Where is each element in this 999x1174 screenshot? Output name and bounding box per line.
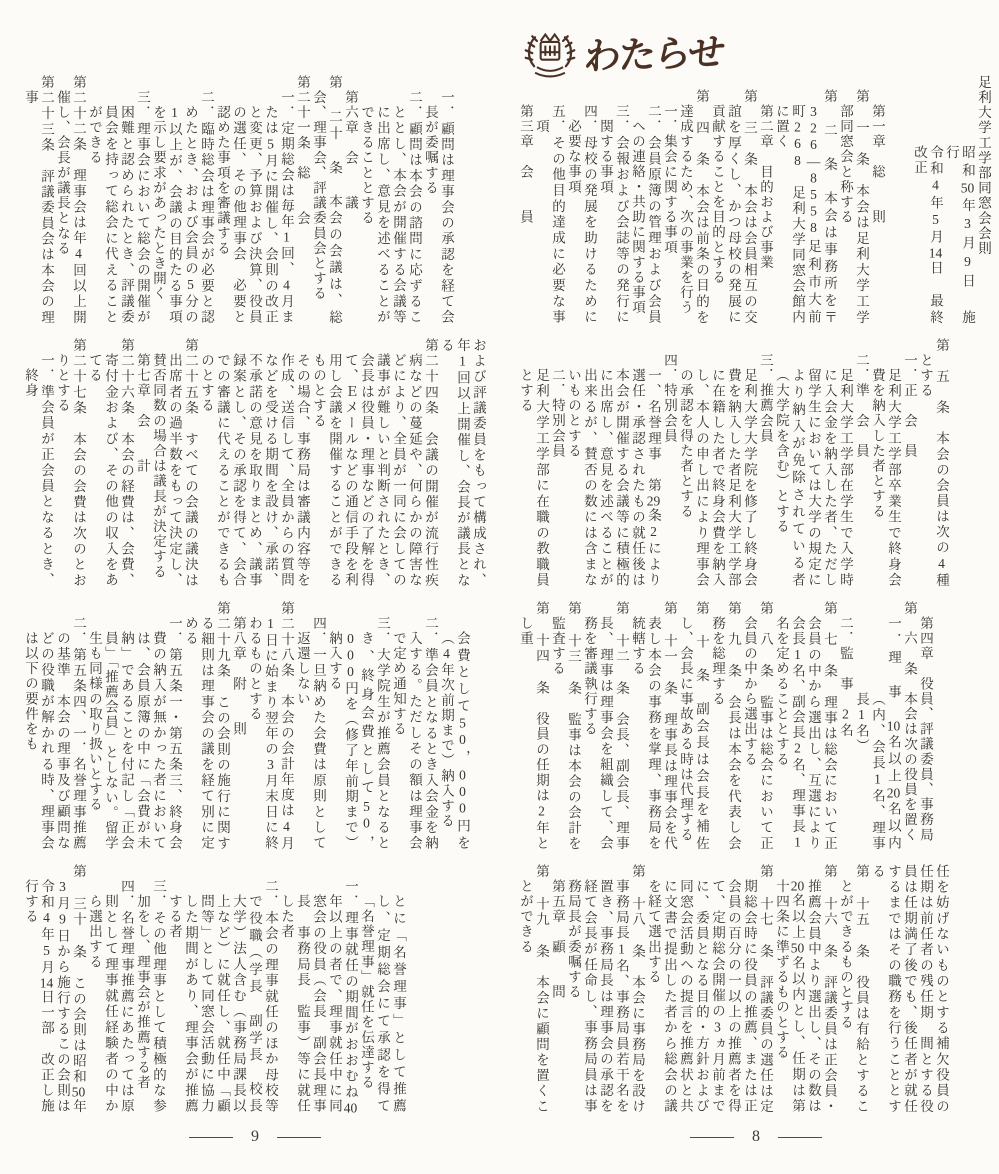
continuation-text: 足利大学大学院を修了し終身会費を納入した者足利大学工学部に在籍した者で終身会費を納入し、本人の申し出により理事会の承認を得た者とする (678, 368, 757, 588)
article-text: 第 四 条 本会は前条の目的を達成するため、次の事業を行う (678, 89, 709, 325)
continuation-text: 会費として50，000円を（4年次前期まで）納入する (439, 631, 470, 852)
article-text: 第 三 条 本会は会員相互の交誼を厚くし、かつ母校の発展に貢献することを目的とする (710, 89, 757, 325)
continuation-text: 足利大学工学部に在職の教職員とする (518, 368, 549, 588)
page-rule-left (189, 1137, 233, 1138)
article-text: 第二十六条 本会の経費は、会費、寄付金および、その他の収入をあてる (87, 338, 134, 588)
list-item: 一．顧問は理事会の承認を経て会長が委嘱する (423, 90, 454, 325)
combined-digits: 20 (886, 786, 901, 800)
article-text: 第 十九 条 本会に顧問を置くことができる (518, 864, 549, 1114)
list-item: 五．その他目的達成に必要な事項 (534, 104, 565, 325)
document-title: 足利大学工学部同窓会会則 (976, 75, 991, 257)
list-item: 二．準会員となるとき入会金を納入する。ただしその額は理事会で定め通知する (391, 616, 438, 851)
page-number (517, 1128, 995, 1146)
list-item: 一．正 会 員 (902, 353, 917, 459)
list-item: 二．会員原簿の管理および会員への連絡・共助に関する事項 (630, 104, 661, 325)
page-number (22, 1128, 488, 1146)
continuation-text: 足利大学工学部卒業生で終身会費を納入した者とする (870, 368, 901, 588)
page-rule-right (277, 1137, 321, 1138)
list-item: 二．臨時総会は理事会が必要と認めたとき、および会員の5分の1以上が、会議の目的たる事項を示し要求があったとき開く (151, 90, 214, 325)
article-text: 第 五 条 本会の会員は次の4種とする (918, 338, 949, 588)
chapter-heading: 第六章 会 議 (343, 90, 358, 211)
masthead-title: わたらせ (582, 32, 725, 78)
list-item: 一．理 事 10名以上20名以内（内、会長1名、理事長1名） (854, 616, 901, 851)
list-item: 四．名誉理事推薦にあたっては原則として理事就任経験者の中から選出する (87, 879, 134, 1114)
article-text: 第 十一 条 理事長は理事会を代表し本会の事務を掌理、事務局を統轄する (630, 601, 677, 851)
article-text: 第二十二条 理事会は年4回以上開催し、会長が議長となる (55, 75, 86, 325)
article-text: 第二十九条 この会則の施行に関する細則は理事会の議を経て別に定める (183, 601, 230, 851)
article-text: 第 十三 条 監事は本会の会計を監査する (550, 601, 581, 851)
list-item: 二．準 会 員 (854, 353, 869, 459)
list-item: 一．第五条一・第五条三、終身会費の納入が無かった者においては、会員原簿の中に「会費が未納」であることを付記し「正会員」「推薦会員」としない。留学生も同様の取り扱いとする (87, 616, 182, 851)
article-text: 第二十五条 すべての会議の議決は出席者の過半数をもって決定し、賛否同数の場合は議長が決定する (151, 338, 198, 588)
combined-digits: 14 (928, 246, 943, 260)
text-band (22, 75, 454, 325)
chapter-heading: 第三章 会 員 (518, 104, 533, 225)
article-text: 第 七 条 理事は総会において正会員の中から選出し、互選により会長1名、副会長2名、理事長1名を定めることとする (774, 601, 837, 852)
article-text: 第 十 条 副会長は会長を補佐し、会長に事故ある時は代理する (678, 601, 709, 851)
revision-date: 令和4年5月14日 最終改正 (912, 145, 943, 325)
continuation-text: 足利大学工学部在学生で入学時に入会金を納入した者、ただし留学生においては大学の規定により納入が免除されている者（大学院を含む）とする (774, 368, 853, 588)
chapter-heading: 第八章 附 則 (231, 616, 246, 737)
article-text: 第 十四 条 役員の任期は2年とし重 (518, 601, 549, 851)
text-band (517, 75, 991, 341)
text-band (22, 601, 470, 851)
text-band (22, 338, 486, 588)
chapter-heading: 第五章 顧 問 (550, 879, 565, 1000)
masthead-logo (522, 28, 723, 82)
combined-digits: 14 (39, 975, 54, 990)
sub-list-item: 二．特別会員 (550, 368, 565, 459)
list-item: 一．集会に関する事項 (662, 104, 677, 256)
list-item: 四．一旦納めた会費は原則として返還しない (295, 616, 326, 851)
article-text: 第 九 条 会長は本会を代表し会務を総理する (710, 601, 741, 851)
list-item: 一．準会員が正会員となるとき、終身 (23, 353, 54, 588)
list-item: 四．特別会員 (662, 353, 677, 444)
list-item: 二．第五条四、一．名誉理事推薦の基準 本会の理事及び顧問などの役職が解かれる時、理事会は以下の要件をも (23, 616, 86, 851)
article-text: 第 六 条 本会は次の役員を置く (902, 601, 917, 843)
combined-digits: 20 (790, 879, 805, 893)
text-band (517, 338, 949, 588)
article-text: 第 十七 条 評議委員の選任は定期総会時に役員の推薦、または正会員の百分の一以上の推薦者を得て、定期総会開催の3ヵ月前までに、委員となる目的・方針および同窓会活動への提言を推薦状と共に文書で提出した者から総会の議を経て選出する (646, 864, 773, 1115)
list-item: 一．定期総会は毎年1回、4月または5月に開催し、会則の改正と変更、予算および決算、役員の選任、その他理事会 必要と認めた事項を審議する (215, 90, 294, 325)
combined-digits: 29 (646, 494, 661, 508)
article-text: 第二十一条 総 会 (295, 75, 310, 226)
list-item: 三．会報および会誌等の発行に関する事項 (598, 104, 629, 325)
article-text: 第二十八条 本会の会計年度は4月1日に始まり翌年の3月末日に終わるものとする (247, 601, 294, 851)
list-item: 二．監 事 2名 (838, 616, 853, 739)
chapter-heading: 第七章 会 計 (135, 353, 150, 474)
page-number-value: 8 (752, 1128, 760, 1145)
list-item: 四．母校の発展を助けるために必要な事項 (566, 104, 597, 325)
combined-digits: 10 (886, 719, 901, 733)
article-text: 第二十四条 会議の開催が流行性疾病などの蔓延や、何らかの障害などにより、全員が一同に会しての議事が難しいと判断されたとき、会長は役員・理事などの了解を得て、Ｅメールなどの通信手段を利用し会議を開催することができるものとする (311, 338, 438, 588)
continuation-text: とに「名誉理事」として推薦し、定期総会にて承認を得て「名誉理事」就任を伝達する (359, 894, 406, 1114)
page-rule-right (778, 1137, 822, 1138)
article-text: 第 十六 条 評議委員は正会員・推薦会員中より選出し、その数は20名以上50名以内とし、任期は第十四条に準ずるものとする (774, 864, 837, 1114)
combined-digits: 40 (343, 1100, 358, 1114)
combined-digits: 50 (960, 181, 975, 195)
article-text: 第二十七条 本会の会費は次のとおりとする (55, 338, 86, 588)
continuation-text: その場合、事務局は審議内容等を作成、送信して、全員からの質問などを受ける期間を設け、承諾、不承諾の意見を取りまとめ、議事録案とし、その承認を得て、会合での審議に代えることができるものとする (199, 353, 310, 588)
combined-digits: 50 (790, 941, 805, 955)
page-number-value: 9 (251, 1128, 259, 1145)
article-text: 第 八 条 監事は総会において正会員の中から選出する (742, 601, 773, 851)
sub-list-item: 一、名誉理事 第29条2により選任・承認されたもの就任後は本会が開催する会議等に積極的に出席し、意見を述べることが出来るが、賛否の数には含まないものとする (566, 368, 661, 588)
page-9 (22, 75, 488, 1146)
text-band (517, 601, 933, 851)
list-item: 二．顧問は本会の諮問に応ずることとし、本会が開催する会議等に出席し、意見を述べることができることとする (359, 90, 422, 325)
combined-digits: 50 (71, 1084, 86, 1099)
chapter-heading: 第一章 総 則 (870, 104, 885, 225)
text-band (517, 864, 949, 1114)
revision-date: 昭和50年3月9日 施 行 (944, 145, 975, 341)
list-item: 一．理事就任の期間がおおむね40年以上の者で、理事就任中に同窓会の役員（会長 副会長理事長 事務局長 監事）等に就任した者 (279, 879, 358, 1114)
article-text: 第 十二 条 会長、副会長、理事長、理事は理事会を組織して、会務を審議執行する (582, 601, 629, 851)
chapter-heading: 第四章 役員、評議委員、事務局 (918, 616, 933, 843)
continuation-text: 任を妨げないものとする補欠役員の任期は前任者の残任期 間とする役員は任期満了後でも、後任者が就任するまではその職務を行うこととする (870, 864, 949, 1114)
article-text: 第 二 条 本会は事務所を〒326―8558足利市大前町268 足利大学同窓会館内に置く (774, 89, 837, 325)
article-text: 第 一 条 本会は足利大学工学部同窓会と称する (838, 89, 869, 325)
list-item: 三．その他理事として積極的な参加をし、理事会が推薦する者 (135, 879, 166, 1114)
chapter-heading: 第二章 目的および事業 (758, 104, 773, 271)
text-band (22, 864, 406, 1130)
article-text: 第 十五 条 役員は有給とすることができるものとする (838, 864, 869, 1114)
page-rule-left (690, 1137, 734, 1138)
list-item: 三．理事会において総会の開催が困難と認められたとき、評議委員会を持って総会に代えることができる (87, 90, 150, 325)
article-text: 第 三十 条 この会則は昭和50年3月9日から施行するこの会則は令和4年5月14日一部 改正し施行する (23, 864, 86, 1114)
list-item: 二．本会の理事就任のほか母校等で役職（学長 副学長 校長 大学）法人含む（事務局課長以上など）に就任し、就任中「顧問等」として同窓会活動に協力した期間があり、理事会が推薦する者 (167, 879, 278, 1130)
list-item: 三．推薦会員 (758, 353, 773, 444)
watarase-crest-icon (522, 28, 578, 82)
page-8 (517, 75, 995, 1146)
article-text: 第 十八 条 本会に事務局を設け事務局長1名、事務局員若干名を置き、事務局長は理事会の承認を経て会長が任命し、事務局員は事務局長が委嘱する (566, 864, 645, 1114)
list-item: 三．大学院生が推薦会員となるとき、終身会費として50，000円を（修了年前期まで）納入する (327, 616, 390, 851)
article-text: 第二十三条 評議委員会は本会の理事 (23, 75, 54, 325)
continuation-text: および評議委員をもって構成され、年1回以上開催し、会長が議長となる (439, 338, 486, 588)
article-text: 第 二十 条 本会の会議は、総会、理事会、評議委員会とする (311, 75, 342, 325)
